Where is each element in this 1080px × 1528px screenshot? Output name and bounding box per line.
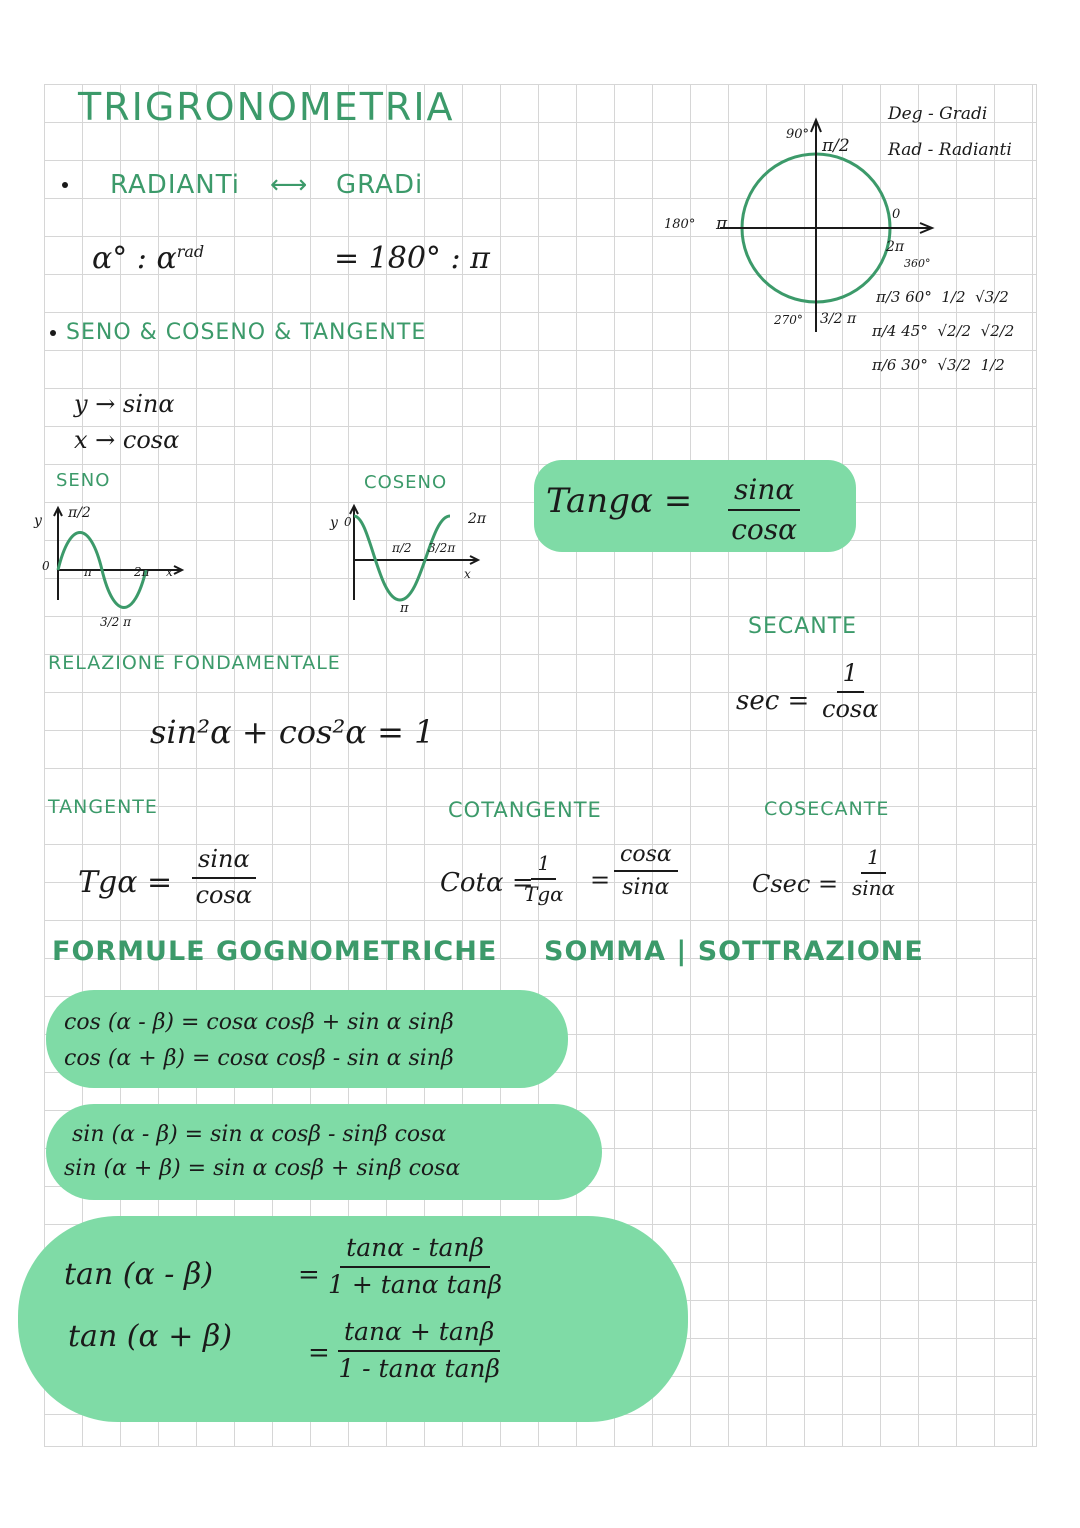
sine-graph-label: SENO <box>56 470 111 491</box>
cos-formulas-highlight <box>46 990 568 1088</box>
cosine-y-axis-label: y <box>330 515 338 531</box>
heading-somma-sottrazione: SOMMA | SOTTRAZIONE <box>544 936 924 967</box>
cotangente-lhs: Cotα = <box>440 868 534 898</box>
heading-cotangente: COTANGENTE <box>448 798 602 822</box>
formula-tan-diff-lhs: tan (α - β) <box>64 1257 214 1292</box>
cosecante-lhs: Csec = <box>752 870 839 898</box>
bullet <box>62 182 68 188</box>
proportion-left: α° : $\alpha^{rad}$ <box>92 241 205 276</box>
heading-cosecante: COSECANTE <box>764 798 890 820</box>
tangent-box-lhs: Tangα = <box>546 481 693 521</box>
cotangente-fraction-2: $\frac{\cos\alpha}{\sin\alpha}$ <box>614 842 678 901</box>
heading-formule: FORMULE GOGNOMETRICHE <box>52 936 498 967</box>
tangente-lhs: Tgα = <box>78 865 173 900</box>
formula-cos-diff: cos (α - β) = cosα cosβ + sin α sinβ <box>64 1010 454 1035</box>
axis-note-x: x → cosα <box>74 426 180 454</box>
angle-row: π/3 60° 1/2 √3/2 <box>876 288 1009 306</box>
proportion-right: = 180° : π <box>334 241 490 276</box>
circle-deg-360: 360° <box>904 257 931 270</box>
formula-tan-sum-lhs: tan (α + β) <box>68 1319 233 1354</box>
cosine-origin-label: 0 <box>344 515 352 529</box>
formula-tan-sum-eq: = <box>308 1338 330 1368</box>
formula-tan-diff-fraction: $\frac{\tan\alpha - \tan\beta}{\text{1 + tanα tanβ}}$ <box>328 1233 503 1299</box>
formula-tan-diff-eq: = <box>298 1260 320 1290</box>
axis-note-y: y → sinα <box>74 390 175 418</box>
circle-deg-0: 0 <box>892 207 901 222</box>
cosecante-fraction: $\frac{1}{\sin\alpha}$ <box>852 845 896 900</box>
cosine-tick-2pi: 2π <box>468 511 487 527</box>
circle-deg-270: 270° <box>774 313 803 327</box>
angle-row: π/4 45° √2/2 √2/2 <box>872 322 1015 340</box>
sine-tick-3pi2: 3/2 π <box>100 615 132 629</box>
formula-sin-diff: sin (α - β) = sin α cosβ - sinβ cosα <box>72 1122 447 1147</box>
sine-y-axis-label: y <box>34 513 42 529</box>
heading-gradi: GRADi <box>336 170 424 200</box>
formula-cos-sum: cos (α + β) = cosα cosβ - sin α sinβ <box>64 1046 454 1071</box>
legend-deg: Deg - Gradi <box>888 104 988 124</box>
heading-relazione: RELAZIONE FONDAMENTALE <box>48 652 341 674</box>
circle-rad-360: 2π <box>886 239 905 255</box>
cosine-tick-pi2: π/2 <box>392 541 412 555</box>
sine-tick-2pi: 2π <box>134 565 150 579</box>
formula-sin-sum: sin (α + β) = sin α cosβ + sinβ cosα <box>64 1156 461 1181</box>
page-title: TRIGRONOMETRIA <box>78 85 455 129</box>
sin-formulas-highlight <box>46 1104 602 1200</box>
angle-row: π/6 30° √3/2 1/2 <box>872 356 1005 374</box>
heading-tangente: TANGENTE <box>48 796 158 818</box>
cosine-tick-pi: π <box>400 601 409 616</box>
heading-radianti: RADIANTi <box>110 170 241 200</box>
cosine-graph-label: COSENO <box>364 472 448 493</box>
secante-lhs: sec = <box>736 686 810 716</box>
heading-seno-coseno-tangente: SENO & COSENO & TANGENTE <box>66 320 427 345</box>
tangent-box-fraction: $\frac{\sin\alpha}{\cos\alpha}$ <box>728 474 800 546</box>
circle-rad-90: π/2 <box>822 136 850 156</box>
formula-tan-sum-fraction: $\frac{\tan\alpha + \tan\beta}{\text{1 - tanα tanβ}}$ <box>338 1317 500 1383</box>
double-arrow-icon: ⟷ <box>270 170 308 200</box>
cotangente-equals: = <box>590 866 611 894</box>
heading-secante: SECANTE <box>748 614 858 639</box>
cosine-x-axis-label: x <box>464 567 471 581</box>
tangente-fraction: $\frac{\sin\alpha}{\cos\alpha}$ <box>192 846 256 909</box>
relazione-formula: sin²α + cos²α = 1 <box>150 713 435 751</box>
sine-origin-label: 0 <box>42 559 50 573</box>
circle-rad-270: 3/2 π <box>820 311 857 327</box>
sine-x-axis-label: x <box>166 565 173 579</box>
circle-rad-180: π <box>716 214 728 234</box>
bullet <box>50 330 56 336</box>
cosine-tick-3pi2: 3/2π <box>428 541 456 555</box>
legend-rad: Rad - Radianti <box>888 140 1012 160</box>
sine-tick-top: π/2 <box>68 505 91 521</box>
secante-fraction: $\frac{1}{\cos\alpha}$ <box>822 659 879 723</box>
sine-tick-pi: π <box>84 565 92 579</box>
circle-deg-90: 90° <box>786 127 810 142</box>
circle-deg-180: 180° <box>664 217 696 232</box>
cotangente-fraction-1: 1 Tgα <box>524 851 564 906</box>
cosine-curve <box>354 516 450 600</box>
